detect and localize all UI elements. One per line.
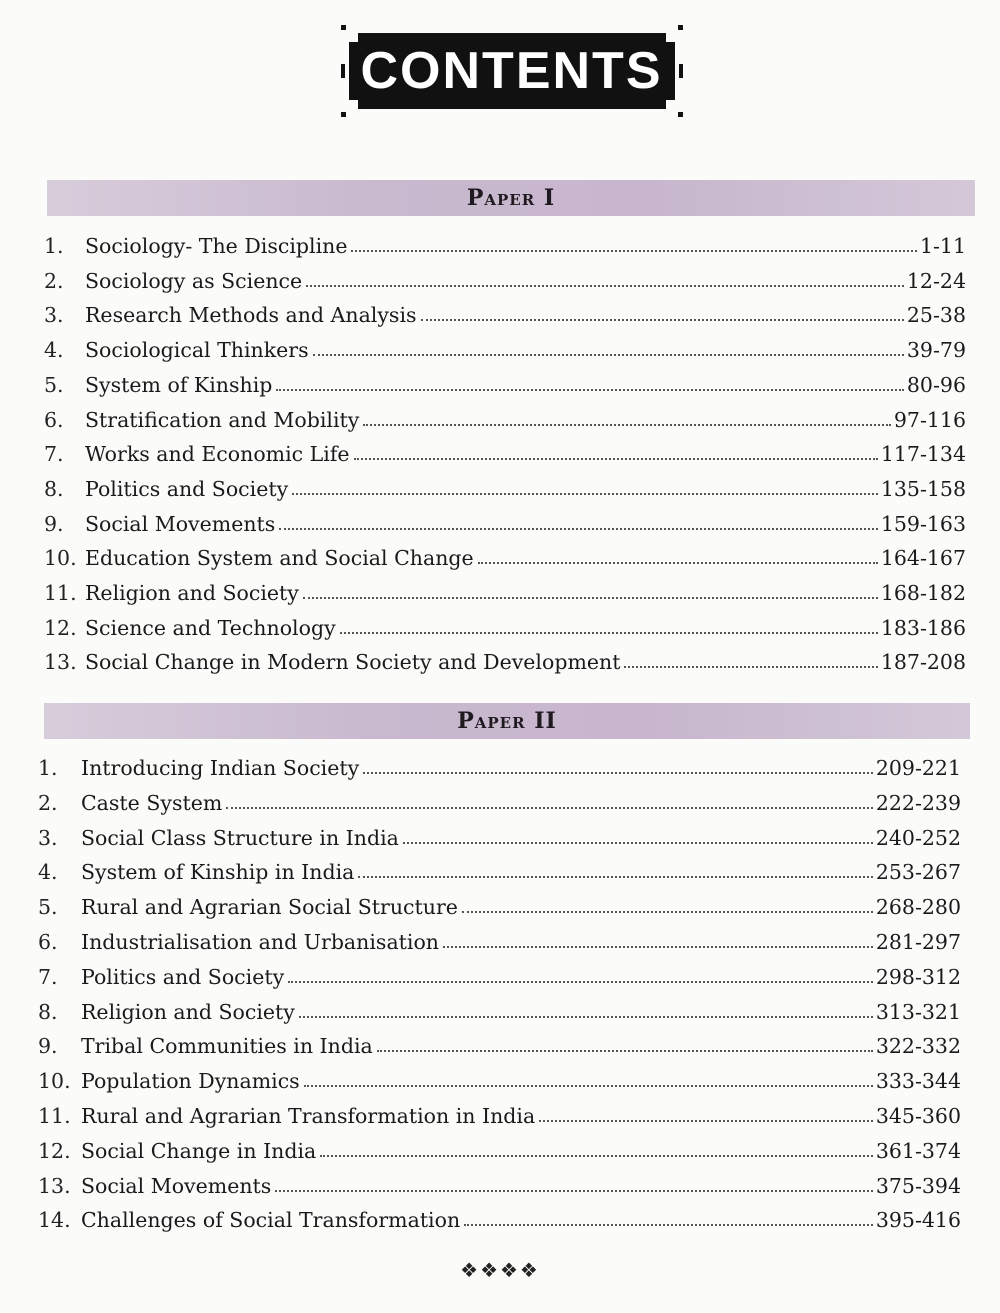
contents-title-plate xyxy=(341,28,682,114)
toc-entry-title: Research Methods and Analysis xyxy=(85,303,417,328)
toc-entry-pages: 1-11 xyxy=(919,234,966,258)
contents-heading-text: CONTENTS xyxy=(360,42,663,100)
toc-entry-title: Science and Technology xyxy=(85,615,336,640)
dot-leader xyxy=(304,1085,873,1087)
toc-entry-number: 2. xyxy=(38,790,58,815)
dot-leader xyxy=(363,424,891,426)
toc-entry xyxy=(38,1133,961,1163)
toc-entry-pages: 345-360 xyxy=(875,1104,961,1128)
toc-entry xyxy=(44,332,966,362)
toc-entry-number: 1. xyxy=(38,756,58,780)
toc-entry xyxy=(38,1063,961,1093)
toc-entry-title: Sociology as Science xyxy=(85,268,303,293)
toc-entry xyxy=(44,575,966,605)
toc-entry-number: 8. xyxy=(38,999,58,1024)
toc-entry-pages: 12-24 xyxy=(906,268,966,293)
dot-leader xyxy=(478,562,878,564)
toc-entry xyxy=(38,820,961,850)
toc-entry xyxy=(44,610,966,640)
toc-entry-pages: 187-208 xyxy=(880,650,966,675)
toc-entry-number: 8. xyxy=(44,476,64,501)
toc-entry-pages: 281-297 xyxy=(875,930,961,954)
toc-entry-title: System of Kinship in India xyxy=(81,860,355,885)
toc-entry-number: 5. xyxy=(44,372,64,397)
toc-entry xyxy=(44,367,966,397)
toc-entry-pages: 375-394 xyxy=(875,1173,961,1198)
toc-entry xyxy=(44,506,966,536)
paper-2-header xyxy=(44,703,970,739)
toc-entry xyxy=(38,994,961,1024)
toc-entry-pages: 322-332 xyxy=(875,1034,961,1059)
dot-leader xyxy=(320,1155,873,1157)
toc-entry-number: 7. xyxy=(38,964,58,989)
toc-entry-title: Introducing Indian Society xyxy=(81,756,360,780)
toc-entry-pages: 240-252 xyxy=(875,825,961,850)
toc-entry-number: 4. xyxy=(38,860,58,885)
toc-entry-number: 9. xyxy=(38,1034,58,1059)
toc-entry-number: 3. xyxy=(44,303,64,328)
toc-entry xyxy=(44,297,966,327)
toc-entry-title: Rural and Agrarian Transformation in India xyxy=(81,1104,536,1128)
toc-entry-pages: 313-321 xyxy=(875,999,961,1024)
toc-entry-number: 11. xyxy=(38,1104,71,1128)
toc-entry-title: Politics and Society xyxy=(81,964,285,989)
toc-entry-title: Religion and Society xyxy=(85,581,299,605)
toc-entry-pages: 222-239 xyxy=(875,790,961,815)
toc-entry-title: Sociological Thinkers xyxy=(85,338,309,363)
dot-leader xyxy=(306,285,904,287)
paper-1-label: Paper I xyxy=(466,185,556,211)
toc-entry-pages: 117-134 xyxy=(880,442,966,467)
toc-entry xyxy=(38,750,961,780)
toc-entry-pages: 97-116 xyxy=(893,407,966,432)
toc-entry-title: Education System and Social Change xyxy=(85,546,474,571)
dot-leader xyxy=(288,981,873,983)
toc-entry-number: 12. xyxy=(44,615,77,640)
toc-entry-pages: 39-79 xyxy=(906,338,966,363)
dot-leader xyxy=(421,319,904,321)
toc-entry xyxy=(44,540,966,570)
toc-entry-number: 3. xyxy=(38,825,58,850)
dot-leader xyxy=(292,493,878,495)
toc-entry-number: 6. xyxy=(38,930,58,954)
dot-leader xyxy=(226,807,873,809)
toc-entry-pages: 333-344 xyxy=(875,1069,961,1094)
toc-entry xyxy=(38,959,961,989)
dot-leader xyxy=(340,632,878,634)
toc-entry-pages: 183-186 xyxy=(880,615,966,640)
toc-entry-title: Tribal Communities in India xyxy=(81,1034,373,1059)
toc-entry xyxy=(44,402,966,432)
toc-entry-number: 11. xyxy=(44,581,77,605)
toc-entry xyxy=(38,785,961,815)
toc-entry-title: Sociology- The Discipline xyxy=(85,234,348,258)
toc-entry-pages: 159-163 xyxy=(880,511,966,536)
toc-entry xyxy=(38,1028,961,1058)
toc-entry-title: Politics and Society xyxy=(85,476,289,501)
dot-leader xyxy=(354,458,878,460)
toc-entry-pages: 268-280 xyxy=(875,895,961,920)
dot-leader xyxy=(403,842,873,844)
toc-entry-title: System of Kinship xyxy=(85,372,273,397)
toc-entry-number: 13. xyxy=(38,1173,71,1198)
toc-entry-pages: 164-167 xyxy=(880,546,966,571)
toc-entry xyxy=(38,854,961,884)
toc-entry-number: 7. xyxy=(44,442,64,467)
toc-entry xyxy=(44,228,966,258)
toc-entry-title: Social Change in India xyxy=(81,1138,317,1163)
toc-entry-pages: 395-416 xyxy=(875,1208,961,1233)
dot-leader xyxy=(276,389,903,391)
toc-entry-pages: 253-267 xyxy=(875,860,961,885)
toc-entry-title: Population Dynamics xyxy=(81,1069,300,1094)
toc-entry-number: 9. xyxy=(44,511,64,536)
toc-entry-pages: 361-374 xyxy=(875,1138,961,1163)
toc-entry-title: Industrialisation and Urbanisation xyxy=(81,930,439,954)
dot-leader xyxy=(279,528,878,530)
toc-entry xyxy=(38,1168,961,1198)
toc-entry-title: Social Movements xyxy=(81,1173,272,1198)
dot-leader xyxy=(624,666,877,668)
paper-2-label: Paper II xyxy=(457,708,557,734)
toc-entry-number: 12. xyxy=(38,1138,71,1163)
toc-entry-number: 14. xyxy=(38,1208,71,1233)
toc-entry xyxy=(38,924,961,954)
toc-entry-number: 13. xyxy=(44,650,77,675)
dot-leader xyxy=(299,1016,873,1018)
toc-entry-pages: 298-312 xyxy=(875,964,961,989)
toc-entry-number: 10. xyxy=(38,1069,71,1094)
toc-entry-title: Caste System xyxy=(81,790,223,815)
toc-entry-number: 4. xyxy=(44,338,64,363)
toc-entry xyxy=(38,889,961,919)
dot-leader xyxy=(464,1224,873,1226)
toc-entry-pages: 135-158 xyxy=(880,476,966,501)
toc-entry-pages: 168-182 xyxy=(880,581,966,605)
toc-entry xyxy=(44,644,966,674)
dot-leader xyxy=(313,354,904,356)
toc-entry-number: 6. xyxy=(44,407,64,432)
toc-entry xyxy=(38,1202,961,1232)
toc-entry xyxy=(44,263,966,293)
dot-leader xyxy=(443,946,873,948)
toc-entry xyxy=(38,1098,961,1128)
toc-entry-title: Works and Economic Life xyxy=(85,442,350,467)
toc-entry-title: Social Movements xyxy=(85,511,276,536)
toc-entry-title: Social Change in Modern Society and Development xyxy=(85,650,621,675)
paper-1-header xyxy=(47,180,975,216)
contents-heading xyxy=(349,33,675,109)
toc-entry-number: 10. xyxy=(44,546,77,571)
dot-leader xyxy=(275,1190,873,1192)
dot-leader xyxy=(462,911,873,913)
toc-entry xyxy=(44,436,966,466)
toc-entry xyxy=(44,471,966,501)
toc-entry-title: Social Class Structure in India xyxy=(81,825,399,850)
dot-leader xyxy=(377,1050,873,1052)
toc-entry-title: Religion and Society xyxy=(81,999,295,1024)
toc-entry-pages: 209-221 xyxy=(875,756,961,780)
dot-leader xyxy=(358,876,872,878)
toc-entry-title: Rural and Agrarian Social Structure xyxy=(81,895,458,920)
toc-entry-title: Stratification and Mobility xyxy=(85,407,360,432)
dot-leader xyxy=(539,1120,873,1122)
toc-entry-title: Challenges of Social Transformation xyxy=(81,1208,461,1233)
dot-leader xyxy=(363,772,873,774)
toc-entry-number: 2. xyxy=(44,268,64,293)
toc-entry-number: 1. xyxy=(44,234,64,258)
footer-ornament: ❖❖❖❖ xyxy=(460,1258,540,1282)
toc-entry-number: 5. xyxy=(38,895,58,920)
dot-leader xyxy=(303,597,878,599)
dot-leader xyxy=(351,250,916,252)
toc-entry-pages: 25-38 xyxy=(906,303,966,328)
toc-entry-pages: 80-96 xyxy=(906,372,966,397)
